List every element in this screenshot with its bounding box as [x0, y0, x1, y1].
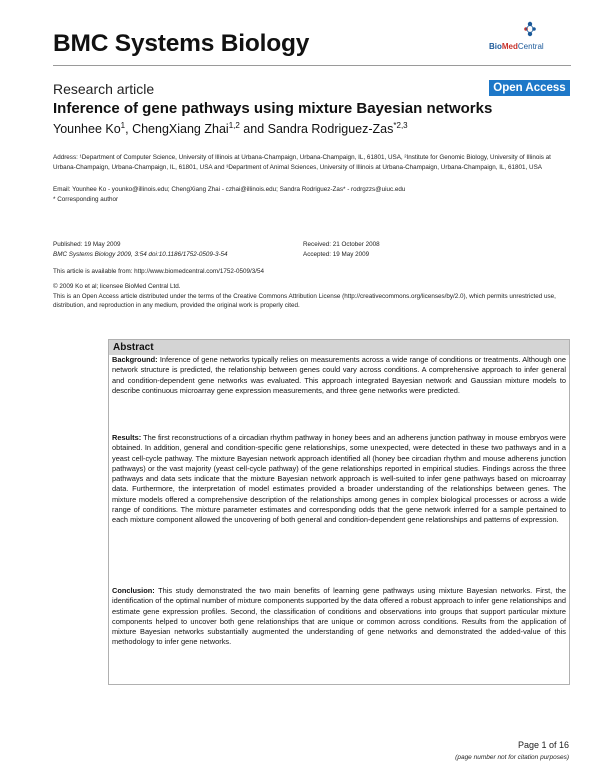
author-list: Younhee Ko$^1$, ChengXiang Zhai$^{1,2}$ and Sandra Rodriguez-Zas$^{*2,3}$ — [53, 121, 408, 137]
author-emails: Email: Younhee Ko - younko@illinois.edu; ChengXiang Zhai - czhai@illinois.edu; Sandra Rodriguez-Zas* - rodrgzzs@uiuc.edu — [53, 186, 406, 193]
author-affiliation: 1,2 — [228, 121, 240, 130]
background-text: Inference of gene networks typically relies on measurements across a wide range of conditions or treatments. Although one network structure is predicted, the relationship between genes could vary across conditions. A comprehensive approach to infer general and condition-dependent gene networks was evaluated. This approach integrated Bayesian network and Gaussian mixture models to describe continuous microarray gene expression measurements, and three gene networks were predicted. — [112, 355, 566, 395]
copyright-line: © 2009 Ko et al; licensee BioMed Central Ltd. — [53, 283, 181, 290]
author-address: Address: ¹Department of Computer Science, University of Illinois at Urbana-Champaign, Urbana-Champaign, IL, 61801, USA, ²Institute for Genomic Biology, University of Illinois at Urbana-Champaign, Urbana-Champaign, IL, 61801, USA and ³Department of Animal Sciences, University of Illinois at Urbana-Champaign, Urbana-Champaign, IL, 61801, USA — [53, 154, 551, 171]
accepted-date: Accepted: 19 May 2009 — [303, 250, 370, 258]
author-name: Younhee Ko — [53, 122, 121, 137]
abstract-conclusion — [112, 586, 566, 648]
biomed-central-logo — [489, 20, 569, 56]
abstract-box — [108, 339, 570, 685]
abstract-heading: Abstract — [109, 340, 569, 355]
author-name: ChengXiang Zhai — [132, 122, 229, 137]
received-date: Received: 21 October 2008 — [303, 241, 380, 248]
header-divider — [53, 65, 571, 66]
results-text: The first reconstructions of a circadian rhythm pathway in honey bees and an adherens junction pathway in mouse embryos were obtained. In addition, general and condition-specific gene relationships, some unexpected, were detected in these two pathways and in a yeast cell-cycle pathway. The mixture Bayesian network approach identified all (honey bee circadian rhythm and mouse adherens junction pathways) or the vast majority (yeast cell-cycle pathway) of the gene relationships reported in empirical studies. Findings across the three pathways and data sets indicate that the mixture Bayesian network approach is well-suited to infer gene pathways based on microarray data. Furthermore, the interpretation of model estimates provided a broader understanding of the relationships between genes. The mixture models offered a comprehensive description of the relationships among genes in complex biological processes or across a wide range of conditions. The mixture parameter estimates and corresponding odds that the gene network inferred for a sample pertained to each mixture component allowed the uncovering of both general and condition-dependent gene relationships and patterns of expression. — [112, 433, 566, 525]
submission-dates — [303, 240, 543, 259]
abstract-background — [112, 355, 566, 396]
license-text: This is an Open Access article distributed under the terms of the Creative Commons Attribution License (http://creativecommons.org/licenses/by/2.0), which permits unrestricted use, distribution, and reproduction in any medium, provided the original work is properly cited. — [53, 292, 556, 309]
journal-title: BMC Systems Biology — [53, 30, 310, 57]
availability-link[interactable]: This article is available from: http://www.biomedcentral.com/1752-0509/3/54 — [53, 268, 265, 275]
published-date: Published: 19 May 2009 — [53, 241, 121, 248]
author-name: Sandra Rodriguez-Zas — [267, 122, 394, 137]
copyright-block — [53, 282, 571, 311]
logo-mark-icon — [523, 20, 537, 40]
author-affiliation: 1 — [120, 121, 126, 130]
conclusion-text: This study demonstrated the two main benefits of learning gene pathways using mixture Bayesian networks. First, the identification of the optimal number of mixture components supported by the data offered a robust approach to infer gene relationships and estimate gene expression profiles. Second, the classification of conditions and observations into groups that support particular mixture components helped to uncover both gene relationships that are unique or common across conditions. Results from the application of mixture Bayesian networks substantially augmented the understanding of gene networks and demonstrated the added-value of this methodology to infer gene networks. — [112, 586, 566, 647]
article-type: Research article — [53, 81, 155, 97]
open-access-badge: Open Access — [489, 80, 570, 96]
author-affiliation: *2,3 — [393, 121, 408, 130]
logo-wordmark: BioMedCentral — [489, 42, 544, 51]
results-label: Results: — [112, 433, 142, 442]
citation: BMC Systems Biology 2009, 3:54 doi:10.1186/1752-0509-3-54 — [53, 250, 228, 258]
conclusion-label: Conclusion: — [112, 586, 155, 595]
article-title: Inference of gene pathways using mixture Bayesian networks — [53, 100, 493, 117]
background-label: Background: — [112, 355, 158, 364]
corresponding-author-note: * Corresponding author — [53, 196, 119, 203]
abstract-results — [112, 433, 566, 526]
page-number-note: (page number not for citation purposes) — [455, 754, 569, 761]
page-number: Page 1 of 16 — [517, 740, 569, 750]
publication-info — [53, 240, 293, 259]
